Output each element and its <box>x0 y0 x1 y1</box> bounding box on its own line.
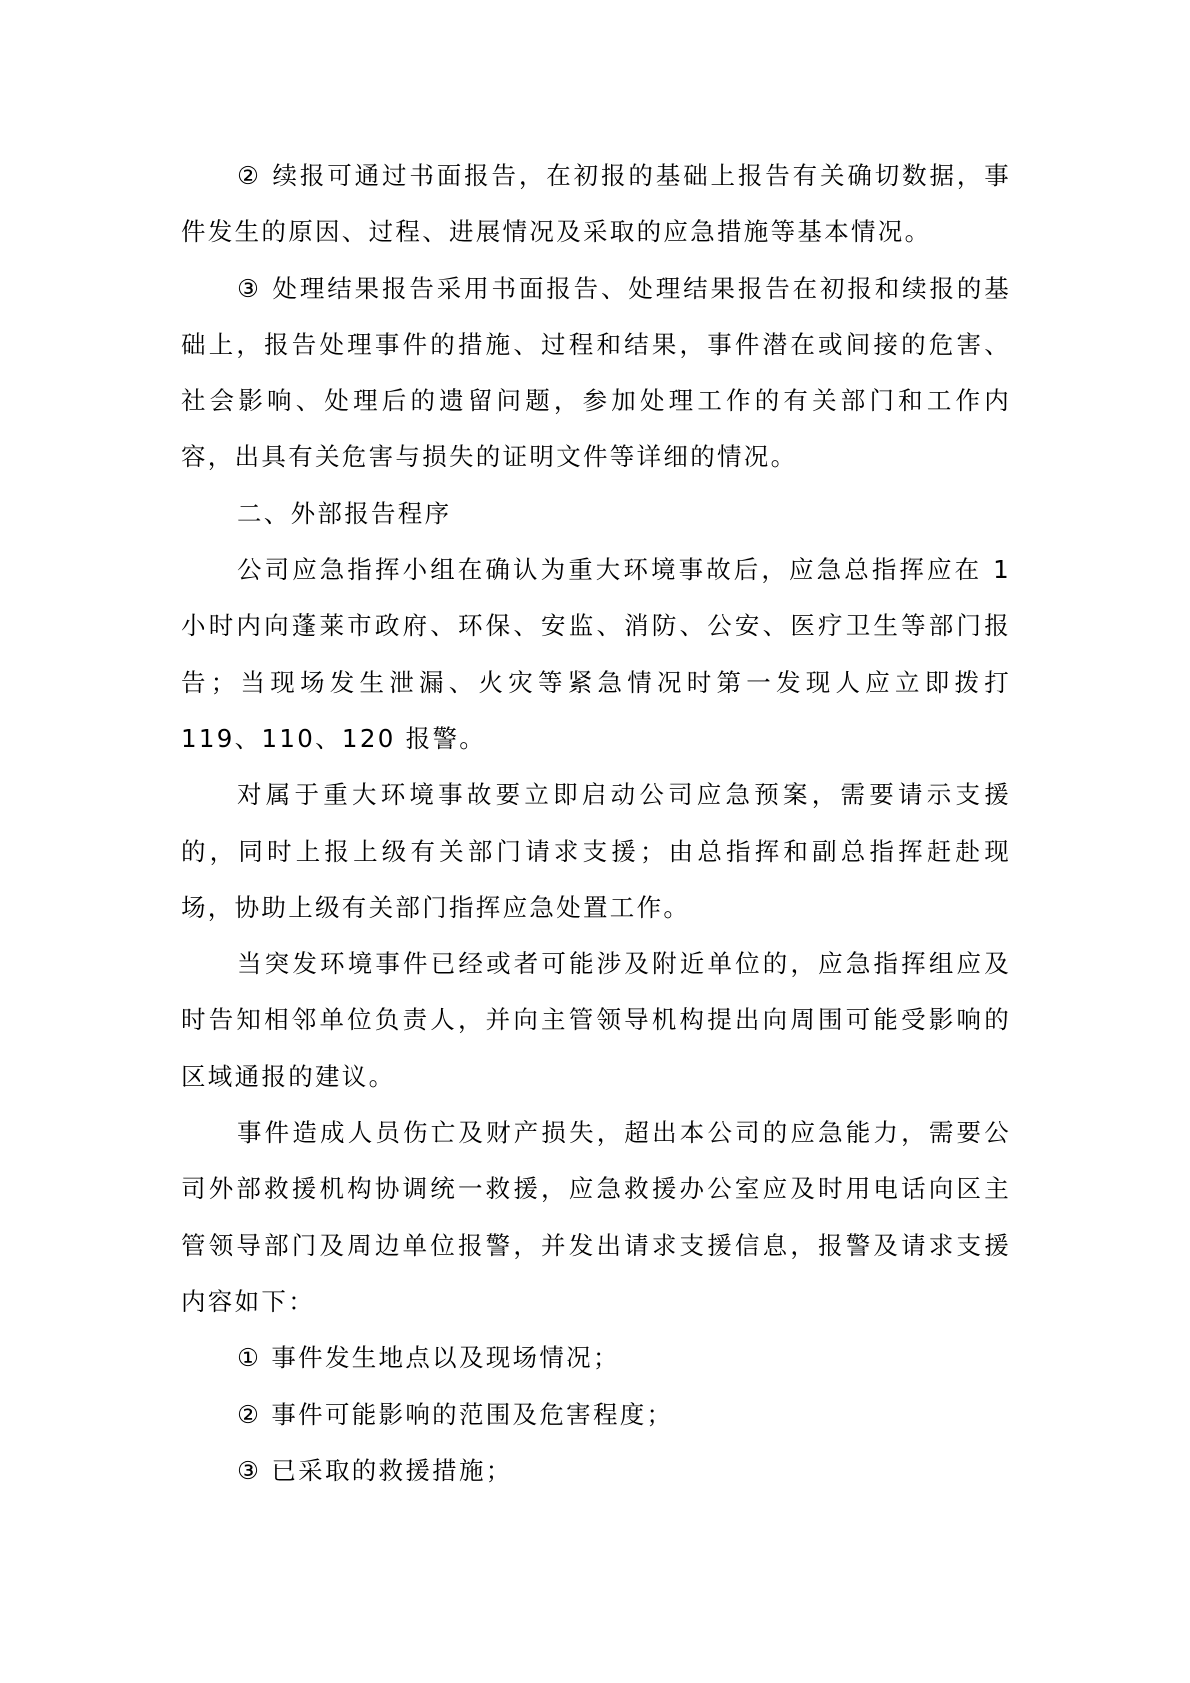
paragraph-external-report-1h: 公司应急指挥小组在确认为重大环境事故后，应急总指挥应在 1 小时内向蓬莱市政府、环保、安监、消防、公安、医疗卫生等部门报告；当现场发生泄漏、火灾等紧急情况时第一发现人应立即拨打 119、110、120 报警。 <box>181 555 1011 753</box>
paragraph-result-report: ③ 处理结果报告采用书面报告、处理结果报告在初报和续报的基础上，报告处理事件的措施、过程和结果，事件潜在或间接的危害、社会影响、处理后的遗留问题，参加处理工作的有关部门和工作内容，出具有关危害与损失的证明文件等详细的情况。 <box>181 273 1011 472</box>
list-item-measures: ③ 已采取的救援措施； <box>237 1455 513 1485</box>
list-item-location: ① 事件发生地点以及现场情况； <box>237 1343 620 1373</box>
paragraph-neighbor-units: 当突发环境事件已经或者可能涉及附近单位的，应急指挥组应及时告知相邻单位负责人，并向主管领导机构提出向周围可能受影响的区域通报的建议。 <box>181 949 1011 1091</box>
list-item-impact-range: ② 事件可能影响的范围及危害程度； <box>237 1399 674 1429</box>
document-body <box>181 148 1011 1499</box>
paragraph-emergency-plan: 对属于重大环境事故要立即启动公司应急预案，需要请示支援的，同时上报上级有关部门请求支援；由总指挥和副总指挥赶赴现场，协助上级有关部门指挥应急处置工作。 <box>181 780 1011 922</box>
paragraph-external-rescue: 事件造成人员伤亡及财产损失，超出本公司的应急能力，需要公司外部救援机构协调统一救援，应急救援办公室应及时用电话向区主管领导部门及周边单位报警，并发出请求支援信息，报警及请求支援内容如下： <box>181 1118 1011 1316</box>
paragraph-continued-report: ② 续报可通过书面报告，在初报的基础上报告有关确切数据，事件发生的原因、过程、进展情况及采取的应急措施等基本情况。 <box>181 161 1011 247</box>
section-heading-external-report: 二、外部报告程序 <box>237 498 452 528</box>
